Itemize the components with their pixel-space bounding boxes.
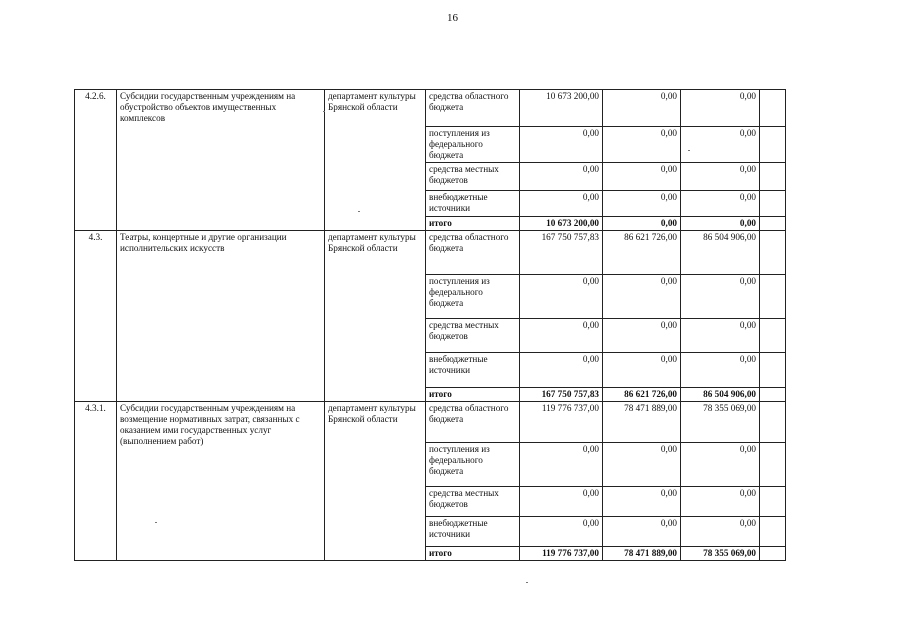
- amount-year-2: 0,00: [603, 275, 681, 319]
- empty-cell: [760, 163, 786, 191]
- amount-year-2: 0,00: [603, 319, 681, 353]
- amount-year-2: 0,00: [603, 353, 681, 388]
- funding-source: средства местных бюджетов: [426, 319, 520, 353]
- amount-year-1: 0,00: [520, 275, 603, 319]
- amount-year-2: 78 471 889,00: [603, 402, 681, 443]
- amount-year-2: 0,00: [603, 127, 681, 163]
- amount-year-3: 0,00: [681, 487, 760, 517]
- scan-speck: [688, 150, 690, 151]
- amount-year-2: 0,00: [603, 217, 681, 231]
- amount-year-3: 78 355 069,00: [681, 402, 760, 443]
- empty-cell: [760, 319, 786, 353]
- amount-year-2: 0,00: [603, 443, 681, 487]
- scan-speck: [155, 522, 157, 523]
- page-number: 16: [447, 12, 458, 24]
- funding-source: итого: [426, 217, 520, 231]
- responsible-department: департамент культуры Брянской области: [325, 402, 426, 561]
- responsible-department: департамент культуры Брянской области: [325, 90, 426, 231]
- item-code: 4.2.6.: [75, 90, 117, 231]
- funding-source: средства областного бюджета: [426, 402, 520, 443]
- amount-year-1: 167 750 757,83: [520, 231, 603, 275]
- amount-year-1: 0,00: [520, 487, 603, 517]
- amount-year-2: 86 621 726,00: [603, 388, 681, 402]
- scan-speck: [526, 582, 528, 583]
- amount-year-3: 0,00: [681, 517, 760, 547]
- table-row: [75, 402, 786, 443]
- item-name: Театры, концертные и другие организации исполнительских искусств: [117, 231, 325, 402]
- item-name: Субсидии государственным учреждениям на возмещение нормативных затрат, связанных с оказанием ими государственных услуг (выполнением работ): [117, 402, 325, 561]
- funding-source: средства областного бюджета: [426, 231, 520, 275]
- funding-source: поступления из федерального бюджета: [426, 275, 520, 319]
- amount-year-3: 0,00: [681, 217, 760, 231]
- amount-year-1: 0,00: [520, 517, 603, 547]
- amount-year-1: 119 776 737,00: [520, 547, 603, 561]
- amount-year-3: 0,00: [681, 191, 760, 217]
- amount-year-2: 0,00: [603, 163, 681, 191]
- funding-source: внебюджетные источники: [426, 517, 520, 547]
- funding-source: поступления из федерального бюджета: [426, 127, 520, 163]
- responsible-department: департамент культуры Брянской области: [325, 231, 426, 402]
- item-code: 4.3.1.: [75, 402, 117, 561]
- empty-cell: [760, 487, 786, 517]
- empty-cell: [760, 353, 786, 388]
- funding-source: поступления из федерального бюджета: [426, 443, 520, 487]
- scan-speck: [358, 211, 360, 212]
- amount-year-3: 86 504 906,00: [681, 231, 760, 275]
- amount-year-2: 0,00: [603, 90, 681, 127]
- empty-cell: [760, 402, 786, 443]
- funding-source: внебюджетные источники: [426, 191, 520, 217]
- empty-cell: [760, 275, 786, 319]
- empty-cell: [760, 443, 786, 487]
- table-row: [75, 231, 786, 275]
- amount-year-3: 0,00: [681, 319, 760, 353]
- amount-year-1: 0,00: [520, 443, 603, 487]
- amount-year-3: 0,00: [681, 127, 760, 163]
- item-name: Субсидии государственным учреждениям на обустройство объектов имущественных комплексов: [117, 90, 325, 231]
- empty-cell: [760, 547, 786, 561]
- amount-year-3: 78 355 069,00: [681, 547, 760, 561]
- amount-year-1: 0,00: [520, 191, 603, 217]
- amount-year-2: 0,00: [603, 517, 681, 547]
- amount-year-1: 0,00: [520, 127, 603, 163]
- amount-year-2: 0,00: [603, 191, 681, 217]
- empty-cell: [760, 231, 786, 275]
- funding-source: итого: [426, 388, 520, 402]
- amount-year-3: 0,00: [681, 443, 760, 487]
- empty-cell: [760, 217, 786, 231]
- amount-year-2: 86 621 726,00: [603, 231, 681, 275]
- item-code: 4.3.: [75, 231, 117, 402]
- empty-cell: [760, 127, 786, 163]
- scan-speck: [323, 111, 325, 112]
- empty-cell: [760, 517, 786, 547]
- amount-year-1: 167 750 757,83: [520, 388, 603, 402]
- amount-year-3: 0,00: [681, 90, 760, 127]
- funding-source: средства местных бюджетов: [426, 163, 520, 191]
- amount-year-1: 10 673 200,00: [520, 217, 603, 231]
- empty-cell: [760, 191, 786, 217]
- amount-year-3: 0,00: [681, 353, 760, 388]
- funding-source: внебюджетные источники: [426, 353, 520, 388]
- funding-source: средства местных бюджетов: [426, 487, 520, 517]
- funding-source: средства областного бюджета: [426, 90, 520, 127]
- funding-source: итого: [426, 547, 520, 561]
- amount-year-2: 78 471 889,00: [603, 547, 681, 561]
- amount-year-2: 0,00: [603, 487, 681, 517]
- amount-year-3: 0,00: [681, 275, 760, 319]
- empty-cell: [760, 90, 786, 127]
- amount-year-1: 119 776 737,00: [520, 402, 603, 443]
- amount-year-1: 10 673 200,00: [520, 90, 603, 127]
- amount-year-1: 0,00: [520, 353, 603, 388]
- amount-year-1: 0,00: [520, 163, 603, 191]
- amount-year-3: 0,00: [681, 163, 760, 191]
- budget-table: [74, 89, 786, 561]
- table-row: [75, 90, 786, 127]
- amount-year-1: 0,00: [520, 319, 603, 353]
- amount-year-3: 86 504 906,00: [681, 388, 760, 402]
- empty-cell: [760, 388, 786, 402]
